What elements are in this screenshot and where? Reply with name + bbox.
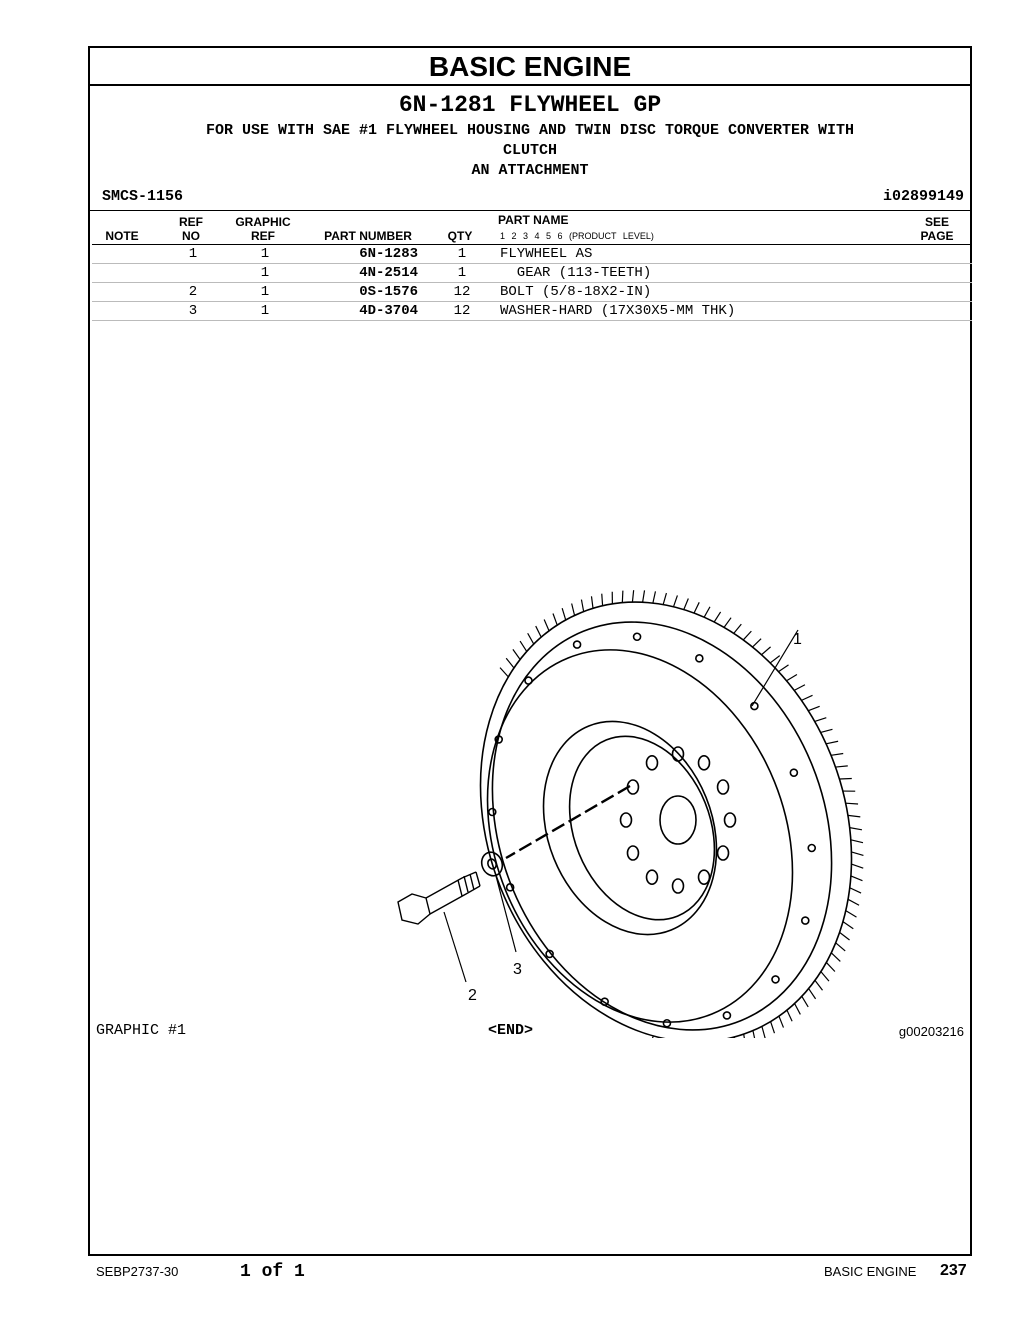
rim-hole (489, 808, 496, 815)
gear-tooth (591, 596, 593, 608)
part-number: 4D-3704 (359, 303, 418, 319)
gear-tooth (815, 718, 827, 722)
col-see-page-top: SEE (924, 215, 949, 229)
gear-tooth (562, 608, 566, 620)
gear-tooth (821, 729, 833, 732)
gear-tooth (848, 815, 860, 817)
gear-tooth (794, 685, 805, 691)
gear-tooth (520, 641, 527, 651)
gear-tooth (572, 604, 575, 616)
page-frame (88, 46, 972, 1256)
rim-hole (634, 633, 641, 640)
gear-tooth (673, 595, 677, 606)
callout-leader-2 (444, 912, 466, 982)
hub-hole (673, 879, 684, 893)
part-number: 0S-1576 (359, 284, 418, 300)
document-identifier: i02899149 (882, 188, 964, 205)
gear-tooth (743, 631, 751, 640)
callout-1: 1 (793, 631, 802, 648)
part-number: 4N-2514 (359, 265, 418, 281)
rim-hole (772, 976, 779, 983)
hub-hole (647, 870, 658, 884)
flywheel-exploded-illustration (290, 568, 910, 1038)
quantity: 1 (457, 265, 467, 281)
graphic-number: g00203216 (898, 1024, 964, 1039)
quantity: 12 (453, 284, 471, 300)
gear-tooth (851, 864, 863, 868)
gear-tooth (846, 911, 857, 918)
bolt (398, 872, 480, 924)
gear-tooth (513, 649, 520, 659)
part-name: BOLT (5/8-18X2-IN) (500, 284, 652, 300)
col-graphic-ref-top: GRAPHIC (235, 215, 291, 229)
hub-hole (627, 846, 638, 860)
hub-hole (699, 870, 710, 884)
gear-tooth (839, 778, 851, 779)
part-name: WASHER-HARD (17X30X5-MM THK) (500, 303, 736, 319)
gear-tooth (848, 899, 859, 905)
graphic-ref: 1 (260, 246, 270, 262)
footer-page-number: 237 (940, 1262, 967, 1279)
gear-tooth (808, 706, 819, 710)
ref-no: 3 (188, 303, 198, 319)
gear-tooth (528, 633, 534, 644)
rim-hole (525, 677, 532, 684)
col-ref-no-bottom: NO (182, 229, 200, 243)
gear-tooth (840, 932, 850, 940)
description-line-3: AN ATTACHMENT (471, 162, 589, 179)
gear-tooth (734, 624, 742, 633)
gear-tooth (663, 593, 666, 605)
gear-tooth (753, 639, 762, 647)
gear-tooth (581, 600, 583, 612)
gear-tooth (779, 1016, 784, 1027)
smcs-code: SMCS-1156 (102, 188, 184, 205)
gear-tooth (694, 602, 699, 613)
ref-no: 1 (188, 246, 198, 262)
gear-tooth (809, 989, 816, 999)
col-ref-no-top: REF (179, 215, 203, 229)
gear-tooth (622, 591, 623, 603)
part-number: 6N-1283 (359, 246, 418, 262)
description-line-2: CLUTCH (502, 142, 557, 159)
rim-hole (808, 845, 815, 852)
callout-2: 2 (468, 987, 477, 1004)
gear-tooth (506, 658, 514, 668)
bolt-alignment-line (506, 786, 630, 858)
col-graphic-ref-bottom: REF (251, 229, 275, 243)
footer-section: BASIC ENGINE (824, 1264, 917, 1279)
gear-tooth (802, 996, 808, 1007)
gear-tooth (850, 888, 861, 893)
graphic-ref: 1 (260, 303, 270, 319)
gear-tooth (544, 619, 549, 630)
gear-tooth (762, 1026, 765, 1038)
gear-tooth (724, 618, 731, 628)
gear-tooth (826, 741, 838, 744)
hub-hole (699, 756, 710, 770)
hub-hole (621, 813, 632, 827)
rim-hole (802, 917, 809, 924)
gear-tooth (553, 614, 557, 626)
table-row (92, 264, 972, 283)
rim-hole (574, 641, 581, 648)
gear-tooth (787, 675, 797, 681)
col-note: NOTE (105, 229, 139, 243)
gear-tooth (850, 828, 862, 830)
footer-page-of: 1 of 1 (240, 1262, 305, 1282)
gear-tooth (753, 1031, 756, 1038)
part-name: GEAR (113-TEETH) (500, 265, 652, 281)
gear-tooth (602, 594, 603, 606)
header-divider (90, 210, 970, 211)
gear-tooth (831, 953, 840, 962)
gear-tooth (653, 591, 656, 603)
hub-hole (718, 780, 729, 794)
part-name: FLYWHEEL AS (500, 246, 593, 262)
gear-tooth (704, 607, 710, 617)
table-row (92, 245, 972, 264)
col-part-number: PART NUMBER (324, 229, 412, 243)
rim-hole (696, 655, 703, 662)
hub-hole (647, 756, 658, 770)
rim-hole (751, 703, 758, 710)
gear-tooth (851, 876, 863, 881)
col-qty: QTY (447, 229, 473, 243)
quantity: 12 (453, 303, 471, 319)
gear-tooth (851, 852, 863, 855)
gear-tooth (831, 753, 843, 755)
footer-doc-id: SEBP2737-30 (96, 1264, 179, 1279)
gear-tooth (771, 1022, 775, 1034)
gear-tooth (795, 1003, 801, 1014)
product-levels: 1 2 3 4 5 6 (PRODUCT LEVEL) (500, 231, 654, 241)
gear-tooth (835, 766, 847, 767)
gear-tooth (826, 962, 835, 971)
gear-tooth (836, 943, 846, 951)
col-part-name: PART NAME (498, 213, 569, 227)
graphic-label: GRAPHIC #1 (96, 1022, 187, 1039)
center-bore (660, 796, 696, 844)
gear-tooth (684, 599, 689, 610)
table-row (92, 302, 972, 321)
gear-tooth (846, 803, 858, 804)
quantity: 1 (457, 246, 467, 262)
group-title: 6N-1281 FLYWHEEL GP (398, 92, 662, 118)
flywheel-face-rim (434, 604, 847, 1038)
flywheel-outer-rim (416, 568, 910, 1038)
hub-bolt-holes (621, 747, 736, 893)
rim-hole (790, 769, 797, 776)
gear-tooth (851, 840, 863, 843)
hub-hole (718, 846, 729, 860)
callout-3: 3 (513, 961, 522, 978)
gear-tooth (779, 665, 789, 672)
gear-tooth (787, 1010, 792, 1021)
gear-tooth (815, 980, 823, 990)
ref-no: 2 (188, 284, 198, 300)
gear-tooth (821, 972, 829, 982)
section-title: BASIC ENGINE (90, 48, 970, 86)
gear-tooth (801, 695, 812, 700)
hub-hole (725, 813, 736, 827)
gear-tooth (714, 612, 720, 622)
ring-gear-teeth (500, 590, 863, 1038)
flywheel-inner-rim (433, 571, 891, 1038)
description-line-1: FOR USE WITH SAE #1 FLYWHEEL HOUSING AND TWIN DISC TORQUE CONVERTER WITH (205, 122, 855, 139)
graphic-ref: 1 (260, 265, 270, 281)
gear-tooth (643, 590, 645, 602)
rim-hole (723, 1012, 730, 1019)
col-see-page-bottom: PAGE (920, 229, 954, 243)
gear-tooth (843, 922, 853, 929)
end-marker: <END> (488, 1022, 534, 1039)
gear-tooth (500, 668, 508, 677)
hub-face (543, 714, 740, 941)
gear-tooth (761, 647, 770, 655)
rim-hole (663, 1020, 670, 1027)
gear-tooth (536, 626, 541, 637)
graphic-ref: 1 (260, 284, 270, 300)
table-row (92, 283, 972, 302)
gear-tooth (632, 590, 633, 602)
